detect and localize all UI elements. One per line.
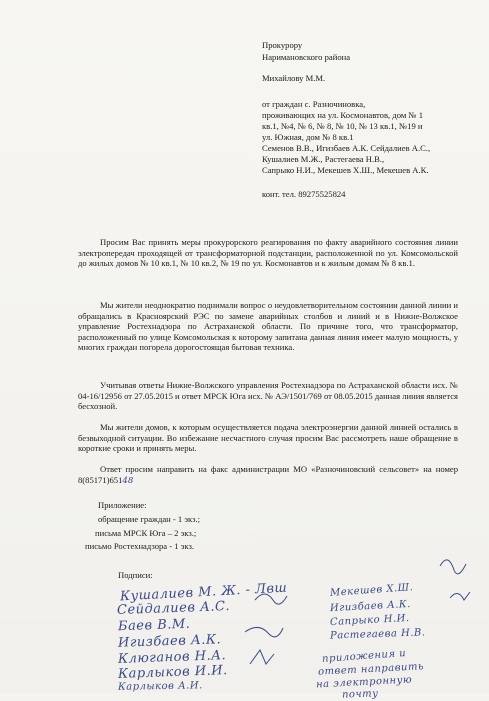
recipient-name: Михайлову М.М. xyxy=(262,73,326,83)
signature-scribble xyxy=(440,560,466,574)
signature-line: Клюганов Н.А. xyxy=(117,648,227,667)
body-paragraph xyxy=(78,380,458,412)
signature-line: Сейдалиев А.С. xyxy=(116,599,231,618)
paragraph-text: Мы жители неоднократно поднимали вопрос о неудовлетворительном состоянии данной линии и обращались в Красноярский РЭС по замене аварийных столбов и линий и в Нижне-Волжское управление Ростехнадзора по Астраханской области. По причине того, что трансформатор, расположенный по улице Комсомольская к которому запитана данная линия имеет малую мощность, у многих граждан погорела дорогостоящая бытовая техника. xyxy=(78,300,458,353)
paragraph-text: Мы жители домов, к которым осуществляется подача электроэнергии данной линией остались в безвыходной ситуации. Во избежание несчастного случая просим Вас рассмотреть наше обращение в короткие сроки и принять меры. xyxy=(78,422,458,454)
recipient-line-1: Прокурору xyxy=(262,40,303,50)
signature-line: Баев В.М. xyxy=(117,616,191,635)
from-line: ул. Южная, дом № 8 кв.1 xyxy=(262,132,354,142)
from-line: кв.1, №4, № 6, № 8, № 10, № 13 кв.1, №19 и xyxy=(262,121,423,131)
contact-phone: конт. тел. 89275525824 xyxy=(262,189,346,199)
signatures-title: Подписи: xyxy=(118,570,153,580)
handwritten-fax-digits: 48 xyxy=(122,475,134,486)
handwritten-note-line: ответ направить xyxy=(317,661,425,678)
signature-line: Кушалиев М. Ж. - Лвш xyxy=(119,580,288,605)
paragraph-text: Просим Вас принять меры прокурорского реагирования по факту аварийного состояния линии электропередач проходящей от трансформаторной подстанции, расположенной по ул. Комсомольской до жилых домов № 10 кв.1, № 10 кв.2, № 19 по ул. Космонавтов и к жилым домам № 8 кв.1. xyxy=(78,237,458,269)
from-line: Сапрыко Н.И., Мекешев Х.Ш., Мекешев А.К. xyxy=(262,165,429,175)
attachments-title: Приложение: xyxy=(98,500,147,510)
paragraph-text: Учитывая ответы Нижне-Волжского управления Ростехнадзора по Астраханской области исх. № 04-16/12956 от 27.05.2015 и ответ МРСК Юга исх. № АЭ/1501/769 от 08.05.2015 данная линия является бесхозной. xyxy=(78,380,458,412)
body-paragraph xyxy=(78,237,458,269)
signature-line: Игизбаев А.К. xyxy=(329,598,412,615)
body-paragraph xyxy=(78,464,458,486)
paragraph-text: Ответ просим направить на факс администрации МО «Разночиновский сельсовет» на номер 8(85171)651 xyxy=(78,464,458,485)
handwritten-note-line: на электронную xyxy=(315,674,413,691)
signature-line: Растегаева Н.В. xyxy=(329,627,426,642)
from-line: Семенов В.В., Игизбаев А.К. Сейдалиев А.С., xyxy=(262,143,431,153)
handwritten-note-line: приложения и xyxy=(321,648,407,665)
signature-scribble xyxy=(250,650,274,664)
body-paragraph xyxy=(78,300,458,353)
attachment-item: обращение граждан - 1 экз.; xyxy=(98,514,201,524)
from-line: от граждан с. Разночиновка, xyxy=(262,99,366,109)
attachment-item: письмо Ростехнадзора - 1 экз. xyxy=(85,541,194,551)
body-paragraph xyxy=(78,422,458,454)
signature-line: Игизбаев А.К. xyxy=(117,632,222,651)
signature-line: Сапрыко Н.И. xyxy=(329,612,410,629)
signature-scribble xyxy=(245,627,283,636)
signature-line: Карлыков А.И. xyxy=(117,680,203,693)
from-line: Кушалиев М.Ж., Растегаева Н.В., xyxy=(262,154,385,164)
from-line: проживающих на ул. Космонавтов, дом № 1 xyxy=(262,110,424,120)
attachment-item: письма МРСК Юга – 2 экз.; xyxy=(95,528,197,538)
signature-line: Карлыков И.И. xyxy=(117,663,228,682)
handwritten-note-line: почту xyxy=(341,688,379,701)
signature-scribble xyxy=(450,592,470,600)
signature-line: Мекешев Х.Ш. xyxy=(329,582,414,599)
recipient-line-2: Наримановского района xyxy=(262,52,351,62)
